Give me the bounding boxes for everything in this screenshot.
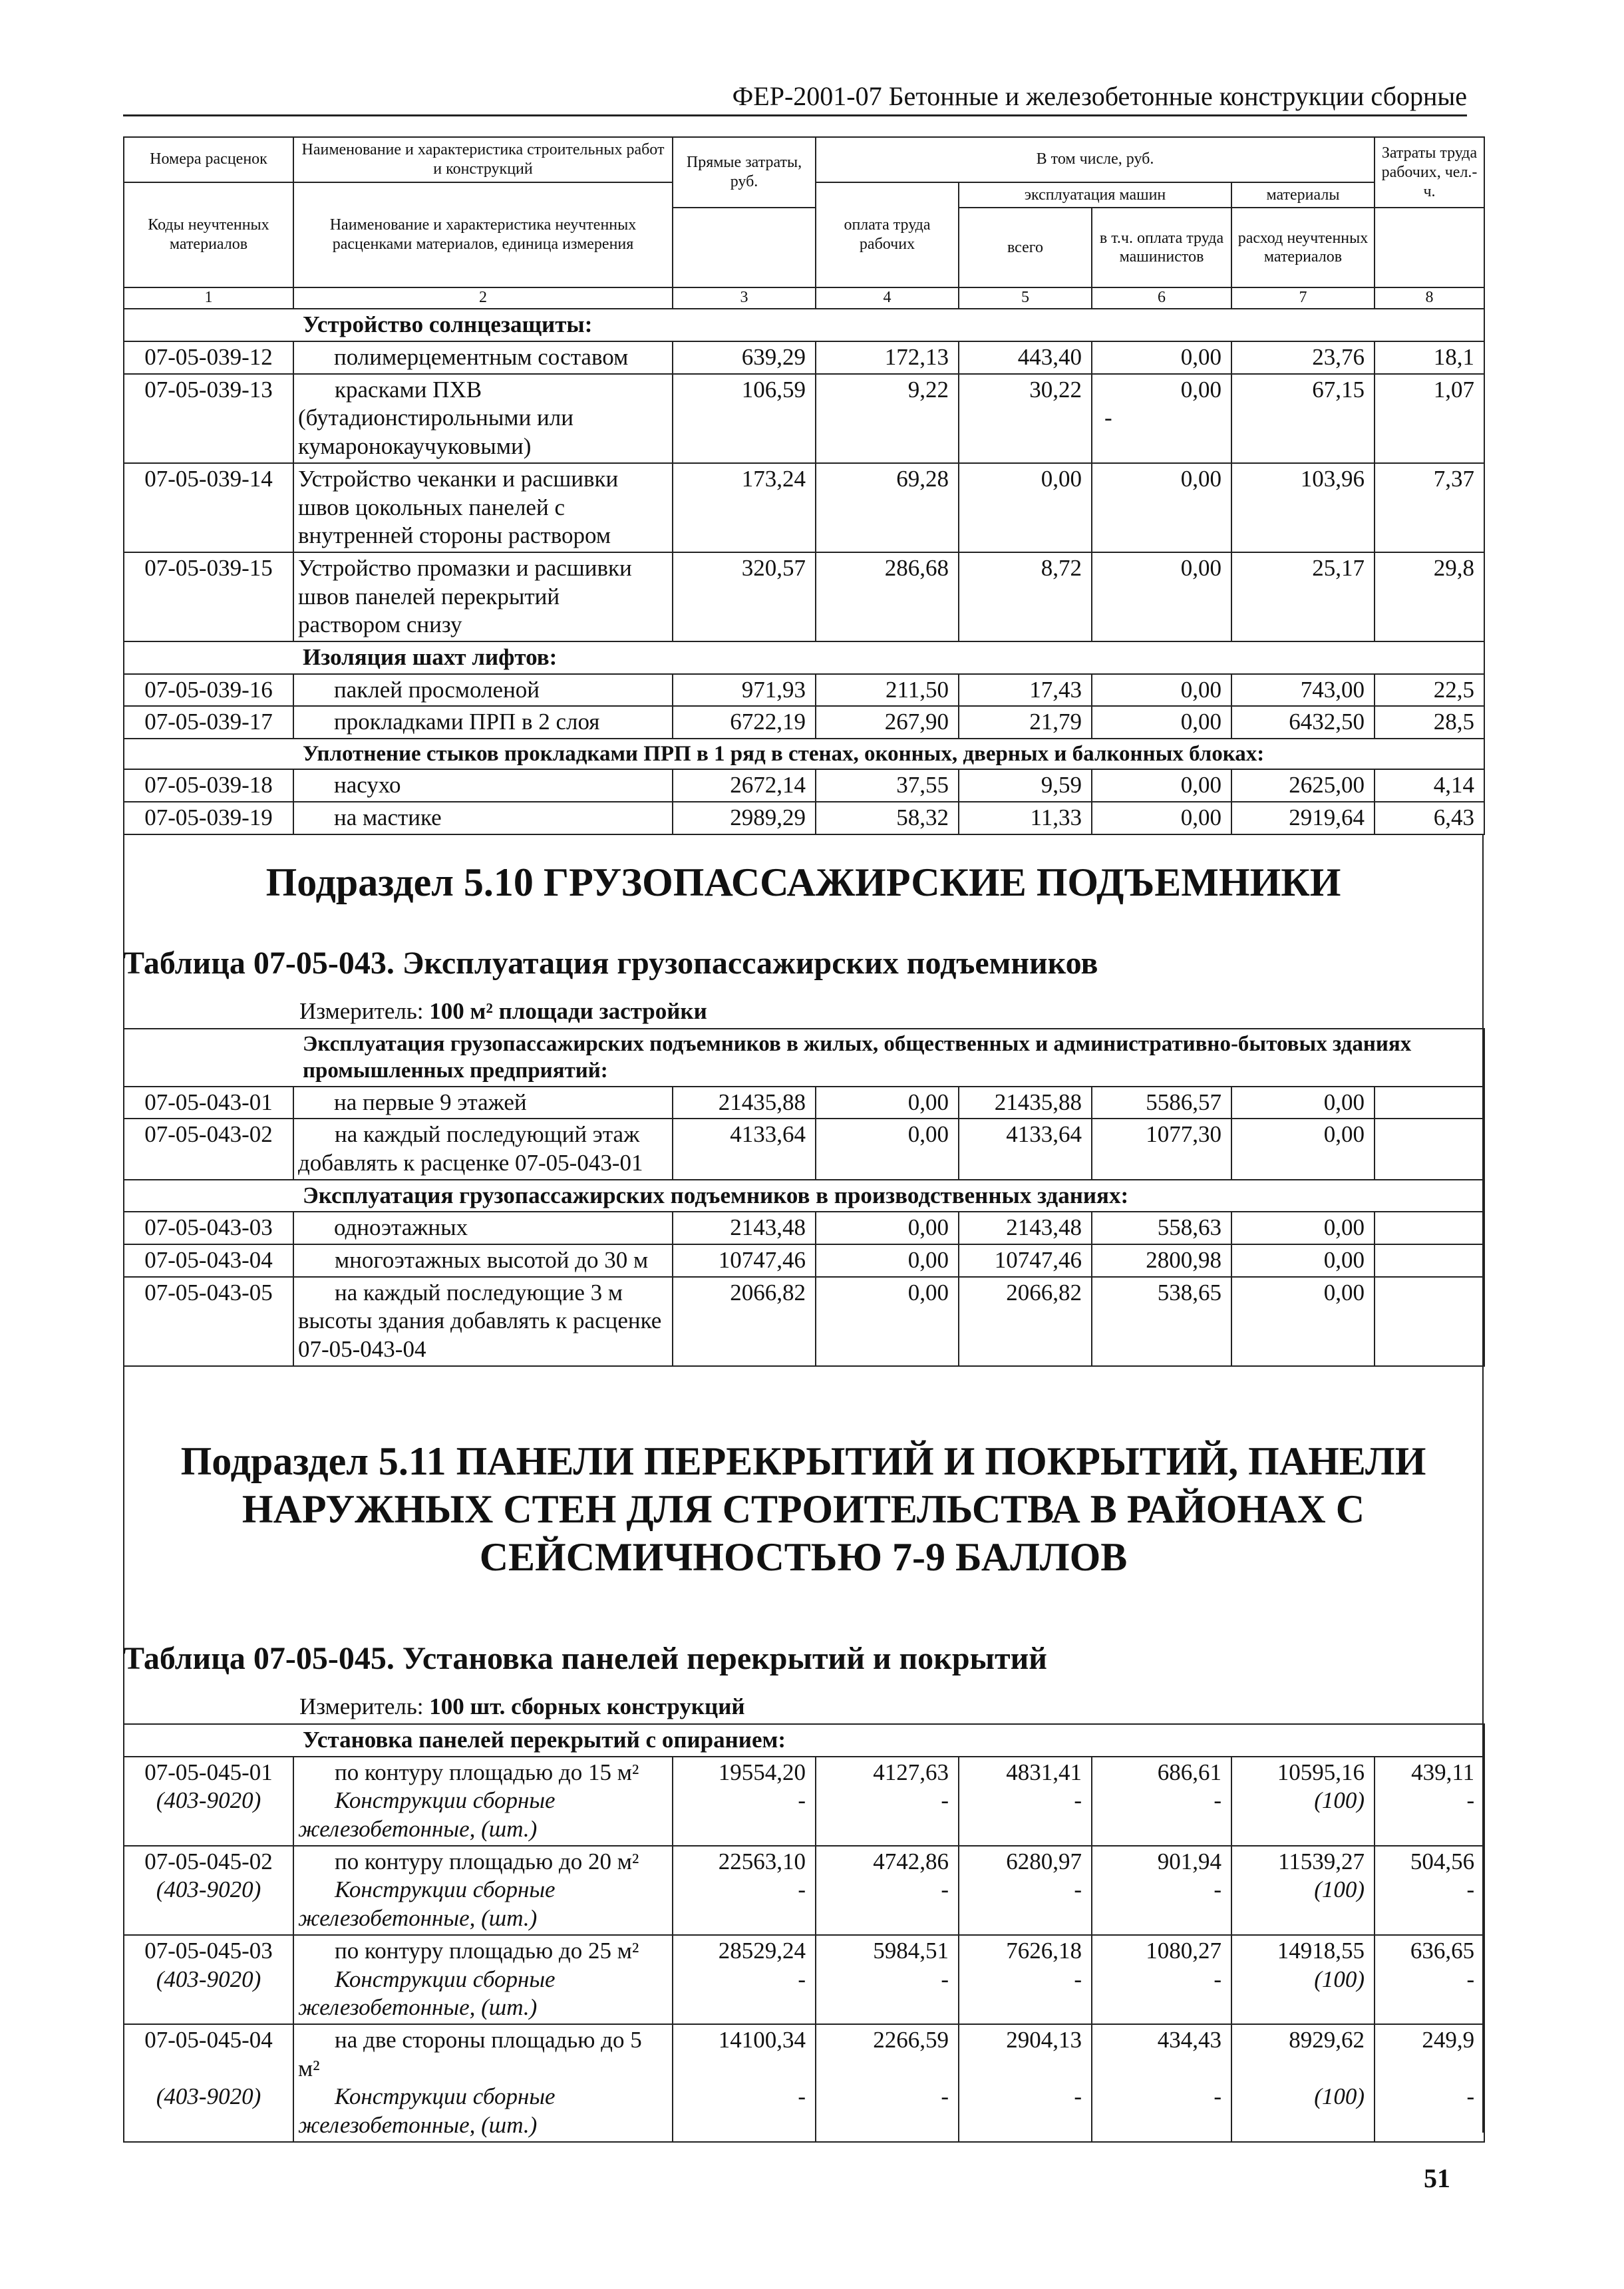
material-name: Конструкции сборные железобетонные, (шт.) <box>298 2083 556 2138</box>
machinist-wages <box>1092 2024 1231 2142</box>
col-num: 4 <box>816 287 959 309</box>
measure-label: Измеритель: <box>299 998 424 1024</box>
col-header-codes <box>124 137 293 182</box>
value: - <box>798 1876 806 1903</box>
value: 22563,10 <box>718 1848 806 1874</box>
rate-code-cell <box>124 1935 293 2024</box>
table-row <box>124 1119 1484 1179</box>
table-row <box>124 1846 1484 1935</box>
wages: 0,00 <box>816 1212 959 1244</box>
value: - <box>798 1787 806 1814</box>
rates-table-039 <box>123 136 1485 835</box>
section-heading: Эксплуатация грузопассажирских подъемников в производственных зданиях: <box>124 1180 1484 1212</box>
section-heading: Установка панелей перекрытий с опиранием: <box>124 1724 1484 1757</box>
value: 7626,18 <box>1006 1937 1082 1964</box>
value: - <box>1214 2083 1221 2109</box>
table-043-measure <box>299 998 707 1025</box>
measure-value: 100 м² площади застройки <box>429 998 707 1024</box>
measure-value: 100 шт. сборных конструкций <box>429 1693 745 1719</box>
machines-total: 0,00 <box>959 463 1092 552</box>
machines-total: 443,40 <box>959 341 1092 374</box>
rate-code: 07-05-039-16 <box>124 674 293 707</box>
rate-name-cell <box>293 1757 673 1846</box>
rates-table-045 <box>123 1723 1485 2143</box>
machinist-wages: 0,00 <box>1092 341 1231 374</box>
value: 6280,97 <box>1006 1848 1082 1874</box>
col-header-direct-cont <box>673 208 816 287</box>
rate-code: 07-05-043-01 <box>124 1087 293 1119</box>
rate-name: паклей просмоленой <box>293 674 673 707</box>
materials: 0,00 <box>1231 1212 1375 1244</box>
rate-name: на первые 9 этажей <box>293 1087 673 1119</box>
material-code: (403-9020) <box>156 1966 261 1992</box>
rate-code: 07-05-045-04 <box>144 2026 273 2053</box>
value: - <box>1074 2083 1082 2109</box>
rate-code: 07-05-043-04 <box>124 1244 293 1277</box>
materials: 0,00 <box>1231 1244 1375 1277</box>
wages: 0,00 <box>816 1244 959 1277</box>
value: 19554,20 <box>718 1759 806 1785</box>
material-code: (403-9020) <box>156 2083 261 2109</box>
rate-name: Устройство промазки и расшивки швов панелей перекрытий раствором снизу <box>293 552 673 641</box>
rate-code: 07-05-039-18 <box>124 769 293 802</box>
value: 2904,13 <box>1006 2026 1082 2053</box>
value: (100) <box>1314 1966 1365 1992</box>
machinist-wages: 0,00 <box>1092 769 1231 802</box>
rate-name: Устройство чеканки и расшивки швов цокольных панелей с внутренней стороны раствором <box>293 463 673 552</box>
direct-cost <box>673 1757 816 1846</box>
value: 1080,27 <box>1146 1937 1221 1964</box>
value: 504,56 <box>1410 1848 1475 1874</box>
machinist-wages: 5586,57 <box>1092 1087 1231 1119</box>
value: 8929,62 <box>1289 2026 1365 2053</box>
labor-hours: 1,07 <box>1375 374 1484 463</box>
labor-hours <box>1375 1212 1484 1244</box>
value: - <box>1074 1787 1082 1814</box>
col-header-codes-b: Коды неучтенных материалов <box>124 182 293 288</box>
machinist-wages <box>1092 1846 1231 1935</box>
col1a-label: Номера расценок <box>150 150 267 168</box>
col-header-mach-wages: в т.ч. оплата труда машинистов <box>1092 208 1231 287</box>
machinist-wages: 0,00 <box>1092 706 1231 739</box>
machinist-wages <box>1092 1757 1231 1846</box>
wages: 0,00 <box>816 1119 959 1179</box>
running-header <box>123 80 1467 116</box>
value: - <box>1466 2083 1475 2109</box>
rate-name: красками ПХВ (бутадионстирольными или кумаронокаучуковыми) <box>293 374 673 463</box>
value: 14100,34 <box>718 2026 806 2053</box>
material-name: Конструкции сборные железобетонные, (шт.) <box>298 1876 556 1932</box>
rate-name: прокладками ПРП в 2 слоя <box>293 706 673 739</box>
rate-name: на две стороны площадью до 5 м² <box>298 2026 642 2081</box>
machines-total: 21,79 <box>959 706 1092 739</box>
rate-name: по контуру площадью до 15 м² <box>335 1759 639 1785</box>
value: - <box>798 2083 806 2109</box>
value: - <box>1214 1966 1221 1992</box>
value: 249,9 <box>1422 2026 1475 2053</box>
machines-total: 21435,88 <box>959 1087 1092 1119</box>
value: (100) <box>1314 1787 1365 1814</box>
table-row <box>124 1087 1484 1119</box>
materials: 25,17 <box>1231 552 1375 641</box>
direct-cost: 2143,48 <box>673 1212 816 1244</box>
col-header-labor: Затраты труда рабочих, чел.-ч. <box>1375 137 1484 208</box>
value: - <box>941 1787 949 1814</box>
page-number: 51 <box>1424 2163 1450 2193</box>
wages: 37,55 <box>816 769 959 802</box>
rate-code: 07-05-045-03 <box>144 1937 273 1964</box>
wages: 0,00 <box>816 1087 959 1119</box>
table-row <box>124 1244 1484 1277</box>
value: 10595,16 <box>1277 1759 1365 1785</box>
direct-cost <box>673 1935 816 2024</box>
table-043-title: Таблица 07-05-043. Эксплуатация грузопассажирских подъемников <box>123 946 1098 981</box>
rate-name: на каждый последующий этаж добавлять к расценке 07-05-043-01 <box>293 1119 673 1179</box>
rate-name: на каждый последующие 3 м высоты здания добавлять к расценке 07-05-043-04 <box>293 1277 673 1366</box>
col-num: 8 <box>1375 287 1484 309</box>
machinist-wages: 0,00 <box>1092 802 1231 834</box>
machinist-wages: 0,00 <box>1092 674 1231 707</box>
col-header-wages: оплата труда рабочих <box>816 182 959 288</box>
running-header-text: ФЕР-2001-07 Бетонные и железобетонные конструкции сборные <box>732 81 1467 111</box>
rate-code: 07-05-043-03 <box>124 1212 293 1244</box>
machines-total: 9,59 <box>959 769 1092 802</box>
materials: 2625,00 <box>1231 769 1375 802</box>
table-row <box>124 552 1484 641</box>
dash-mark: - <box>1104 405 1112 431</box>
rate-code-cell <box>124 1757 293 1846</box>
table-row <box>124 802 1484 834</box>
rate-name: насухо <box>293 769 673 802</box>
value: - <box>941 1966 949 1992</box>
col-header-mach-total: всего <box>959 208 1092 287</box>
direct-cost: 10747,46 <box>673 1244 816 1277</box>
value: - <box>1466 1966 1475 1992</box>
col-header-group: В том числе, руб. <box>816 137 1375 182</box>
section-heading: Изоляция шахт лифтов: <box>124 641 1484 674</box>
materials: 0,00 <box>1231 1277 1375 1366</box>
rate-code-cell <box>124 2024 293 2142</box>
col-header-names <box>293 137 673 182</box>
rate-code: 07-05-043-05 <box>124 1277 293 1366</box>
rate-name: на мастике <box>293 802 673 834</box>
rate-code: 07-05-039-12 <box>124 341 293 374</box>
table-row <box>124 2024 1484 2142</box>
rate-code: 07-05-039-13 <box>124 374 293 463</box>
wages: 211,50 <box>816 674 959 707</box>
col-header-materials: материалы <box>1231 182 1375 208</box>
wages: 267,90 <box>816 706 959 739</box>
labor-hours <box>1375 1244 1484 1277</box>
value: 901,94 <box>1157 1848 1221 1874</box>
value: 686,61 <box>1157 1759 1221 1785</box>
table-row <box>124 341 1484 374</box>
wages <box>816 1846 959 1935</box>
col-header-labor-cont <box>1375 208 1484 287</box>
col-num: 2 <box>293 287 673 309</box>
machines-total <box>959 2024 1092 2142</box>
material-code: (403-9020) <box>156 1876 261 1903</box>
wages: 9,22 <box>816 374 959 463</box>
col-header-mat-use: расход неучтенных материалов <box>1231 208 1375 287</box>
materials: 0,00 <box>1231 1119 1375 1179</box>
machinist-wages: 558,63 <box>1092 1212 1231 1244</box>
rate-name-cell <box>293 2024 673 2142</box>
labor-hours: 7,37 <box>1375 463 1484 552</box>
labor-hours: 29,8 <box>1375 552 1484 641</box>
col-header-names-b: Наименование и характеристика неучтенных расценками материалов, единица измерения <box>293 182 673 288</box>
value: - <box>1074 1966 1082 1992</box>
labor-hours: 18,1 <box>1375 341 1484 374</box>
wages: 58,32 <box>816 802 959 834</box>
material-name: Конструкции сборные железобетонные, (шт.) <box>298 1787 556 1843</box>
rate-name: одноэтажных <box>293 1212 673 1244</box>
col-num: 1 <box>124 287 293 309</box>
labor-hours: 22,5 <box>1375 674 1484 707</box>
materials: 0,00 <box>1231 1087 1375 1119</box>
rate-name: по контуру площадью до 25 м² <box>335 1937 639 1964</box>
table-row <box>124 463 1484 552</box>
machines-total <box>959 1935 1092 2024</box>
value: 11539,27 <box>1278 1848 1365 1874</box>
table-row <box>124 769 1484 802</box>
materials: 6432,50 <box>1231 706 1375 739</box>
rate-name: полимерцементным составом <box>293 341 673 374</box>
wages: 172,13 <box>816 341 959 374</box>
labor-hours <box>1375 1119 1484 1179</box>
value: - <box>1074 1876 1082 1903</box>
materials <box>1231 1757 1375 1846</box>
material-code: (403-9020) <box>156 1787 261 1814</box>
table-045-measure <box>299 1693 745 1720</box>
section-heading: Устройство солнцезащиты: <box>124 309 1484 341</box>
value: 434,43 <box>1157 2026 1221 2053</box>
subsection-5-11-title: Подраздел 5.11 ПАНЕЛИ ПЕРЕКРЫТИЙ И ПОКРЫТИЙ, ПАНЕЛИ НАРУЖНЫХ СТЕН ДЛЯ СТРОИТЕЛЬСТВА В РАЙОНАХ С СЕЙСМИЧНОСТЬЮ 7-9 БАЛЛОВ <box>180 1439 1426 1579</box>
labor-hours <box>1375 1277 1484 1366</box>
machines-total: 2066,82 <box>959 1277 1092 1366</box>
wages <box>816 1935 959 2024</box>
table-045-title: Таблица 07-05-045. Установка панелей перекрытий и покрытий <box>123 1641 1047 1676</box>
machinist-wages: 538,65 <box>1092 1277 1231 1366</box>
col-num: 5 <box>959 287 1092 309</box>
value: (100) <box>1314 1876 1365 1903</box>
machines-total: 2143,48 <box>959 1212 1092 1244</box>
direct-cost: 21435,88 <box>673 1087 816 1119</box>
machinist-wages-value: 0,00 <box>1180 376 1221 403</box>
value: 4742,86 <box>873 1848 949 1874</box>
direct-cost: 6722,19 <box>673 706 816 739</box>
machines-total: 11,33 <box>959 802 1092 834</box>
value: 2266,59 <box>873 2026 949 2053</box>
value: 5984,51 <box>873 1937 949 1964</box>
section-heading: Уплотнение стыков прокладками ПРП в 1 ряд в стенах, оконных, дверных и балконных блоках: <box>124 739 1484 769</box>
materials <box>1231 2024 1375 2142</box>
materials <box>1231 1935 1375 2024</box>
value: - <box>1214 1787 1221 1814</box>
direct-cost: 320,57 <box>673 552 816 641</box>
machinist-wages: 1077,30 <box>1092 1119 1231 1179</box>
wages: 0,00 <box>816 1277 959 1366</box>
materials: 23,76 <box>1231 341 1375 374</box>
labor-hours <box>1375 2024 1484 2142</box>
machinist-wages <box>1092 1935 1231 2024</box>
col-num: 6 <box>1092 287 1231 309</box>
machinist-wages: 2800,98 <box>1092 1244 1231 1277</box>
materials: 67,15 <box>1231 374 1375 463</box>
value: 636,65 <box>1410 1937 1475 1964</box>
labor-hours <box>1375 1935 1484 2024</box>
value: 439,11 <box>1411 1759 1475 1785</box>
wages: 286,68 <box>816 552 959 641</box>
materials: 2919,64 <box>1231 802 1375 834</box>
rate-code-cell <box>124 1846 293 1935</box>
rate-code: 07-05-039-19 <box>124 802 293 834</box>
rate-code: 07-05-039-14 <box>124 463 293 552</box>
value: - <box>941 1876 949 1903</box>
labor-hours <box>1375 1757 1484 1846</box>
machines-total: 8,72 <box>959 552 1092 641</box>
labor-hours: 6,43 <box>1375 802 1484 834</box>
machinist-wages: 0,00 <box>1092 463 1231 552</box>
rate-name-cell <box>293 1846 673 1935</box>
col-header-machines: эксплуатация машин <box>959 182 1231 208</box>
value: 4831,41 <box>1006 1759 1082 1785</box>
section-heading: Эксплуатация грузопассажирских подъемников в жилых, общественных и административно-бытовых зданиях промышленных предприятий: <box>124 1029 1484 1087</box>
machinist-wages: 0,00 <box>1092 552 1231 641</box>
rate-name: по контуру площадью до 20 м² <box>335 1848 639 1874</box>
col-num: 3 <box>673 287 816 309</box>
machines-total: 30,22 <box>959 374 1092 463</box>
material-name: Конструкции сборные железобетонные, (шт.) <box>298 1966 556 2021</box>
labor-hours: 28,5 <box>1375 706 1484 739</box>
rate-name: многоэтажных высотой до 30 м <box>293 1244 673 1277</box>
materials <box>1231 1846 1375 1935</box>
value: - <box>1466 1876 1475 1903</box>
rate-code: 07-05-045-02 <box>144 1848 273 1874</box>
table-row <box>124 1757 1484 1846</box>
labor-hours: 4,14 <box>1375 769 1484 802</box>
direct-cost: 173,24 <box>673 463 816 552</box>
direct-cost: 2672,14 <box>673 769 816 802</box>
value: 14918,55 <box>1277 1937 1365 1964</box>
direct-cost: 4133,64 <box>673 1119 816 1179</box>
wages: 69,28 <box>816 463 959 552</box>
wages <box>816 2024 959 2142</box>
direct-cost: 2066,82 <box>673 1277 816 1366</box>
value: (100) <box>1314 2083 1365 2109</box>
machines-total <box>959 1757 1092 1846</box>
value: - <box>941 2083 949 2109</box>
direct-cost: 639,29 <box>673 341 816 374</box>
rate-code: 07-05-039-17 <box>124 706 293 739</box>
wages <box>816 1757 959 1846</box>
direct-cost: 2989,29 <box>673 802 816 834</box>
table-row <box>124 1935 1484 2024</box>
rate-code: 07-05-045-01 <box>144 1759 273 1785</box>
machines-total: 17,43 <box>959 674 1092 707</box>
machines-total: 10747,46 <box>959 1244 1092 1277</box>
value: - <box>1214 1876 1221 1903</box>
rates-table-043 <box>123 1028 1485 1367</box>
machines-total <box>959 1846 1092 1935</box>
machines-total: 4133,64 <box>959 1119 1092 1179</box>
value: - <box>1466 1787 1475 1814</box>
rate-name-cell <box>293 1935 673 2024</box>
table-row <box>124 674 1484 707</box>
materials: 103,96 <box>1231 463 1375 552</box>
machinist-wages <box>1092 374 1231 463</box>
direct-cost <box>673 2024 816 2142</box>
materials: 743,00 <box>1231 674 1375 707</box>
table-row <box>124 1212 1484 1244</box>
direct-cost: 106,59 <box>673 374 816 463</box>
labor-hours <box>1375 1846 1484 1935</box>
table-row <box>124 1277 1484 1366</box>
measure-label: Измеритель: <box>299 1693 424 1719</box>
value: 4127,63 <box>873 1759 949 1785</box>
rate-code: 07-05-039-15 <box>124 552 293 641</box>
value: - <box>798 1966 806 1992</box>
direct-cost <box>673 1846 816 1935</box>
table-row <box>124 706 1484 739</box>
col-header-direct: Прямые затраты, руб. <box>673 137 816 208</box>
col-num: 7 <box>1231 287 1375 309</box>
table-row <box>124 374 1484 463</box>
labor-hours <box>1375 1087 1484 1119</box>
rate-code: 07-05-043-02 <box>124 1119 293 1179</box>
value: 28529,24 <box>718 1937 806 1964</box>
col2a-label: Наименование и характеристика строительных работ и конструкций <box>301 141 665 178</box>
subsection-5-10-title: Подраздел 5.10 ГРУЗОПАССАЖИРСКИЕ ПОДЪЕМНИКИ <box>265 860 1341 904</box>
direct-cost: 971,93 <box>673 674 816 707</box>
